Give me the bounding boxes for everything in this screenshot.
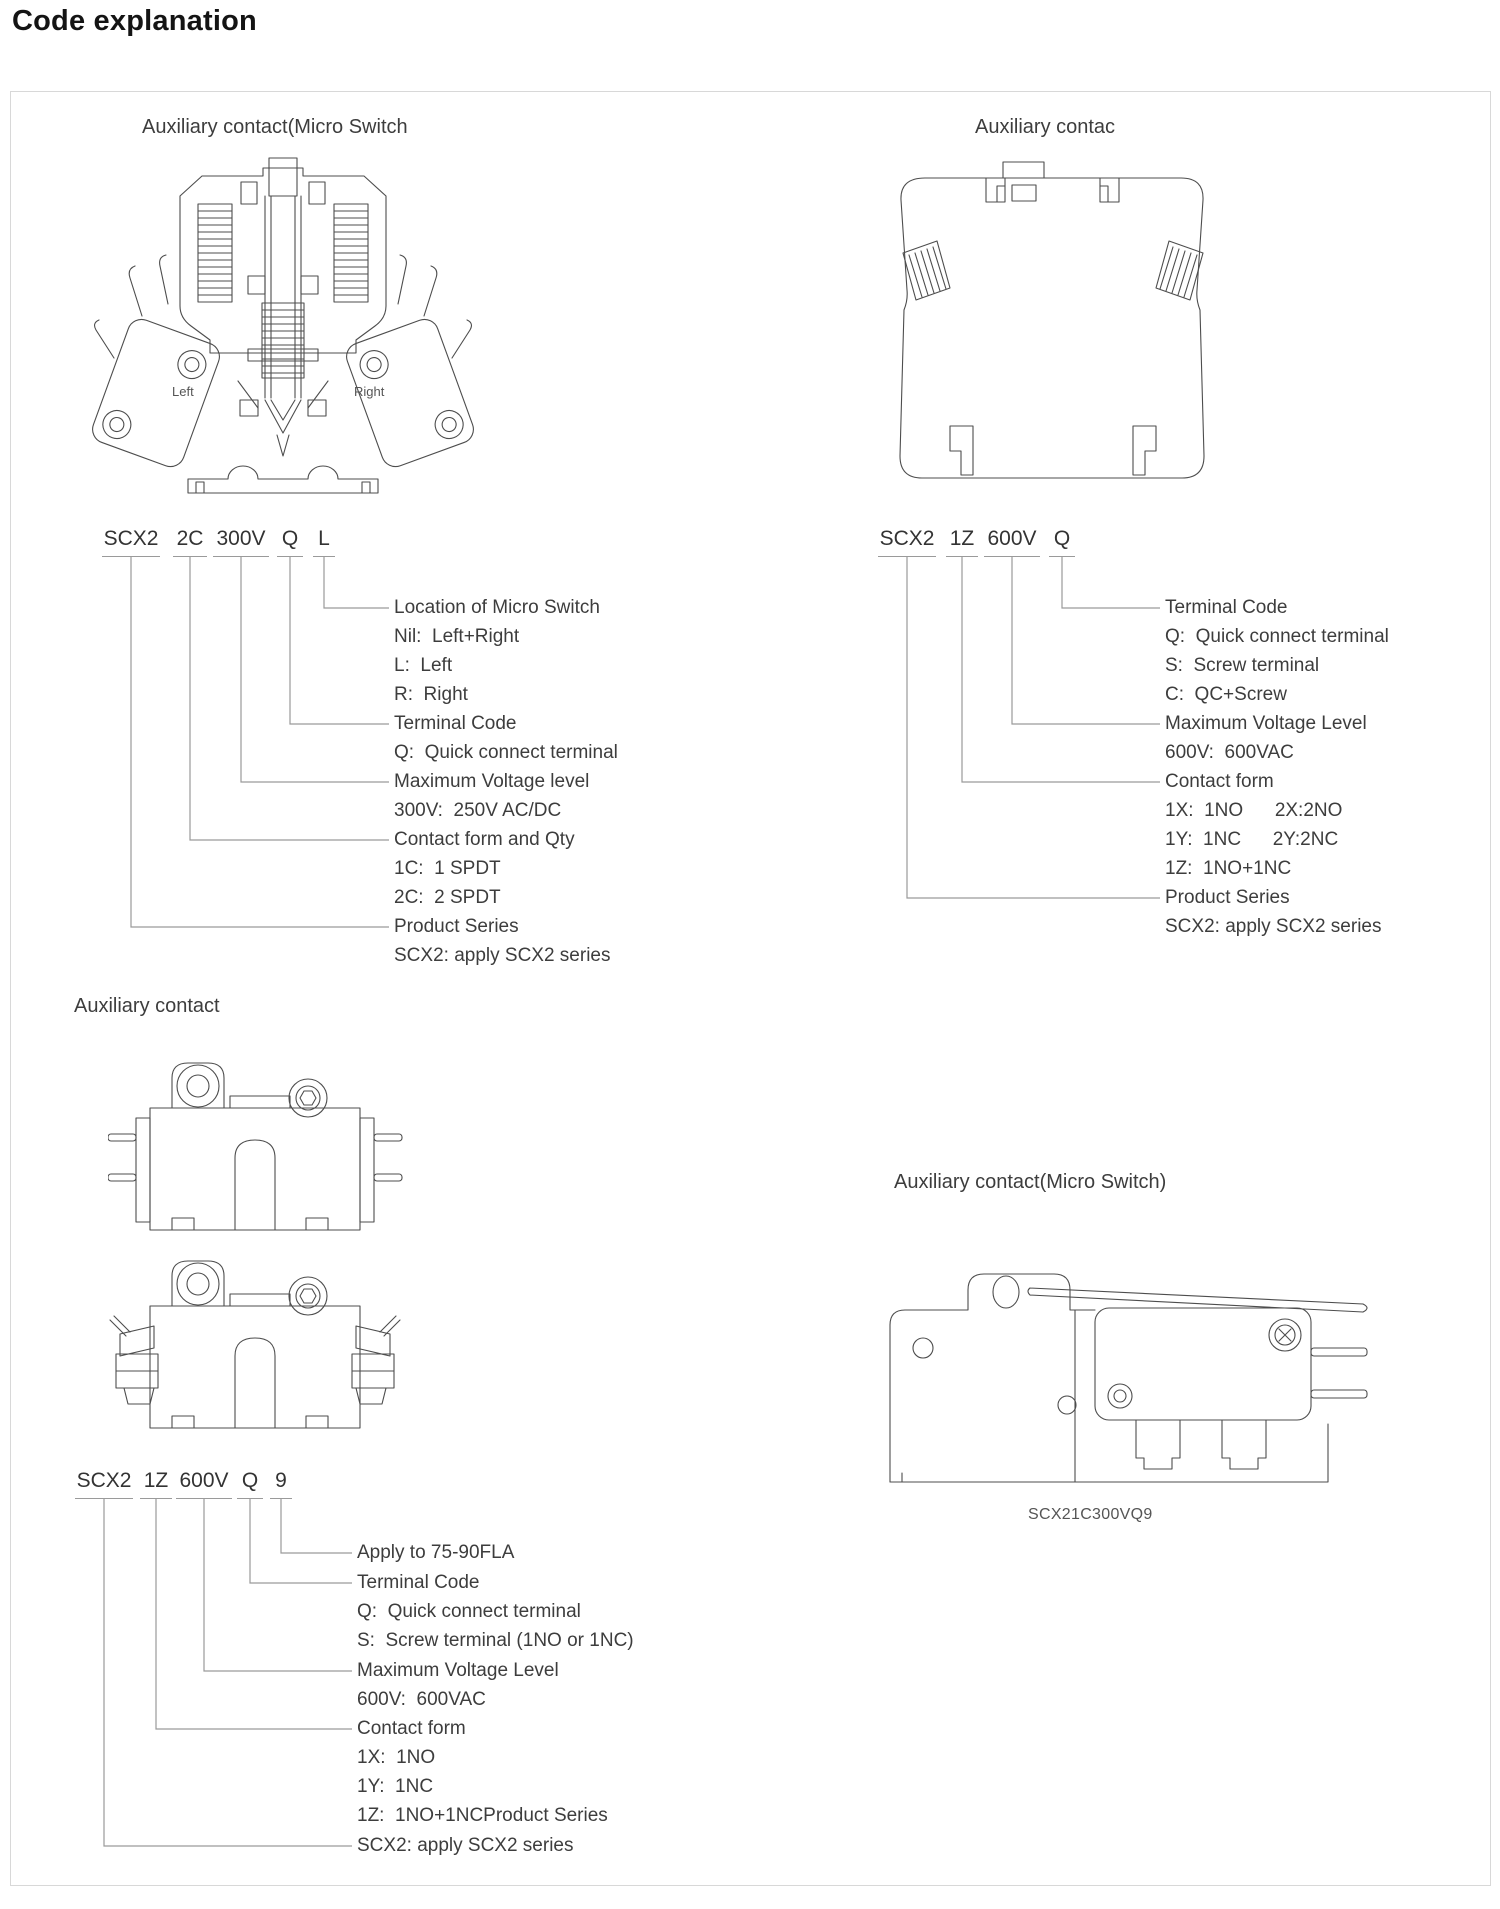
heading-aux-contact-mid-left: Auxiliary contact [74,995,220,1017]
expl-line: Contact form and Qty [394,829,575,850]
expl-line: 1Y: 1NC [357,1776,434,1797]
code-part-location: L [313,527,335,557]
expl-line: 1X: 1NO [357,1747,436,1768]
heading-aux-contact-micro-switch-top-left: Auxiliary contact(Micro Switch [142,116,408,138]
expl-line: Terminal Code [357,1572,480,1593]
expl-line: 300V: 250V AC/DC [394,800,562,821]
expl-line: Nil: Left+Right [394,626,520,647]
left-switch-label: Left [172,384,194,399]
expl-line: Product Series [394,916,519,937]
expl-line: Apply to 75-90FLA [357,1542,515,1563]
code-part-contact-form: 1Z [140,1469,172,1499]
expl-line: 1Z: 1NO+1NC [1165,858,1292,879]
code-part-terminal: Q [237,1469,263,1499]
expl-line: Maximum Voltage Level [1165,713,1367,734]
expl-line: Location of Micro Switch [394,597,600,618]
expl-line: R: Right [394,684,468,705]
expl-line: Maximum Voltage level [394,771,590,792]
expl-line: Contact form [1165,771,1274,792]
expl-line: 600V: 600VAC [1165,742,1294,763]
expl-line: S: Screw terminal (1NO or 1NC) [357,1630,634,1651]
expl-line: 600V: 600VAC [357,1689,486,1710]
expl-line: 1Y: 1NC 2Y:2NC [1165,829,1339,850]
page-title: Code explanation [12,5,257,37]
code-part-voltage: 300V [213,527,269,557]
expl-line: Terminal Code [1165,597,1288,618]
expl-line: Q: Quick connect terminal [1165,626,1389,647]
code-part-voltage: 600V [984,527,1040,557]
code-part-fla: 9 [270,1469,292,1499]
expl-line: C: QC+Screw [1165,684,1287,705]
expl-line: Terminal Code [394,713,517,734]
expl-line: Q: Quick connect terminal [394,742,618,763]
code-part-terminal: Q [277,527,303,557]
expl-line: L: Left [394,655,453,676]
code-part-voltage: 600V [176,1469,232,1499]
code-part-series: SCX2 [878,527,936,557]
expl-line: Maximum Voltage Level [357,1660,559,1681]
drawing-caption-part-number: SCX21C300VQ9 [1028,1506,1153,1523]
code-part-contact-form: 2C [173,527,207,557]
code-part-contact-form: 1Z [946,527,978,557]
expl-line: SCX2: apply SCX2 series [1165,916,1382,937]
expl-line: 1X: 1NO 2X:2NO [1165,800,1343,821]
expl-line: 1Z: 1NO+1NCProduct Series [357,1805,608,1826]
expl-line: 2C: 2 SPDT [394,887,501,908]
expl-line: SCX2: apply SCX2 series [394,945,611,966]
expl-line: Q: Quick connect terminal [357,1601,581,1622]
code-part-series: SCX2 [102,527,160,557]
expl-line: SCX2: apply SCX2 series [357,1835,574,1856]
expl-line: Product Series [1165,887,1290,908]
heading-aux-contact-top-right: Auxiliary contac [975,116,1116,138]
code-part-series: SCX2 [75,1469,133,1499]
code-part-terminal: Q [1049,527,1075,557]
heading-aux-contact-micro-switch-mid-right: Auxiliary contact(Micro Switch) [894,1171,1167,1193]
expl-line: Contact form [357,1718,466,1739]
expl-line: 1C: 1 SPDT [394,858,501,879]
expl-line: S: Screw terminal [1165,655,1320,676]
right-switch-label: Right [354,384,385,399]
